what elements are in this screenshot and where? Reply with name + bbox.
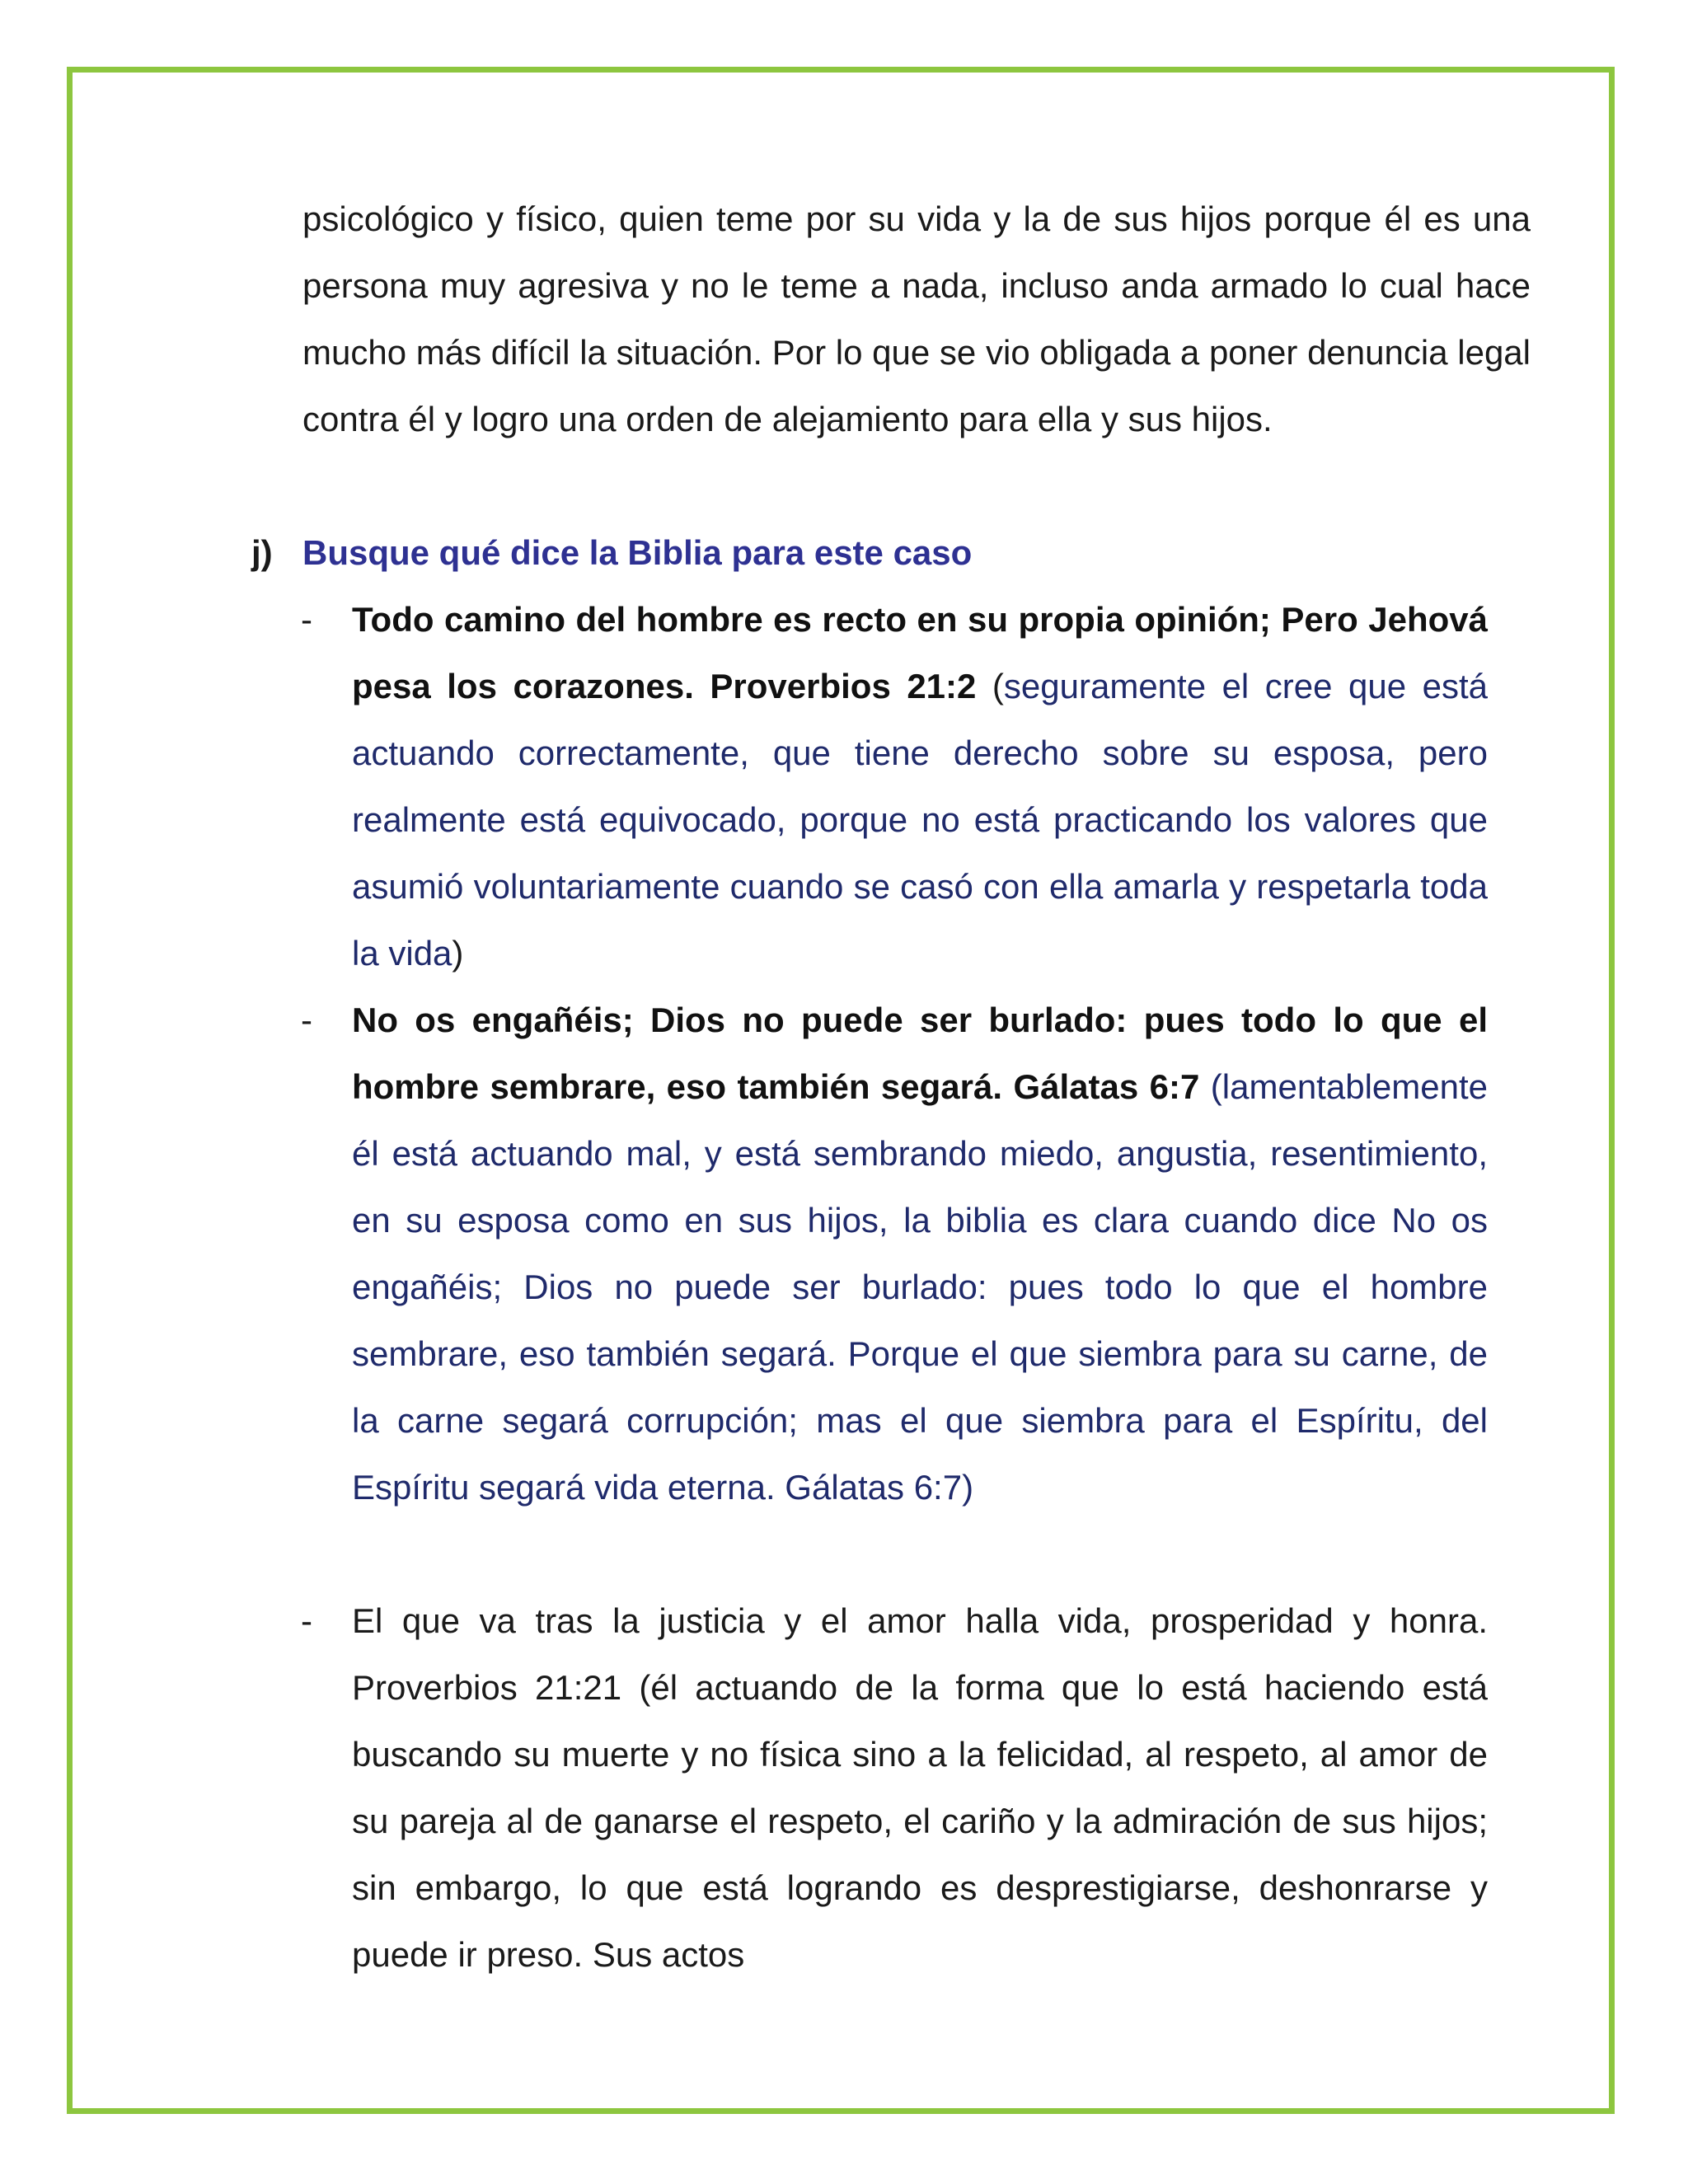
- bible-verse: No os engañéis; Dios no puede ser burlado: pues todo lo que el hombre sembrare, eso también segará. Gálatas 6:7: [352, 1001, 1488, 1106]
- section-marker: j): [251, 533, 273, 572]
- list-dash: -: [301, 600, 312, 639]
- paren-close: ): [452, 934, 464, 972]
- paren-open: (: [976, 667, 1004, 705]
- list-item-text: [352, 987, 1488, 1521]
- intro-paragraph: psicológico y físico, quien teme por su vida y la de sus hijos porque él es una persona muy agresiva y no le teme a nada, incluso anda armado lo cual hace mucho más difícil la situación. Por lo que se vio obligada a poner denuncia legal contra él y logro una orden de alejamiento para ella y sus hijos.: [302, 199, 1531, 438]
- bible-verse: Todo camino del hombre es recto en su propia opinión; Pero Jehová pesa los corazones. Proverbios 21:2: [352, 600, 1488, 705]
- list-item: [301, 586, 1488, 987]
- verse-commentary: (lamentablemente él está actuando mal, y está sembrando miedo, angustia, resentimiento, en su esposa como en sus hijos, la biblia es clara cuando dice No os engañéis; Dios no puede ser burlado: pues todo lo que el hombre sembrare, eso también segará. Porque el que siembra para su carne, de la carne segará corrupción; mas el que siembra para el Espíritu, del Espíritu segará vida eterna. Gálatas 6:7): [352, 1067, 1488, 1507]
- list-item-text: [352, 586, 1488, 987]
- list-item-text: El que va tras la justicia y el amor halla vida, prosperidad y honra. Proverbios 21:21 (él actuando de la forma que lo está haciendo está buscando su muerte y no física sino a la felicidad, al respeto, al amor de su pareja al de ganarse el respeto, el cariño y la admiración de sus hijos; sin embargo, lo que está logrando es desprestigiarse, deshonrarse y puede ir preso. Sus actos: [352, 1601, 1488, 1974]
- list-dash: -: [301, 1601, 312, 1640]
- list-dash: -: [301, 1001, 312, 1039]
- section-heading: [251, 519, 1537, 586]
- verse-commentary: seguramente el cree que está actuando correctamente, que tiene derecho sobre su esposa, pero realmente está equivocado, porque no está practicando los valores que asumió voluntariamente cuando se casó con ella amarla y respetarla toda la vida: [352, 667, 1488, 972]
- list-item: [301, 987, 1488, 1521]
- section-title: Busque qué dice la Biblia para este caso: [302, 533, 973, 572]
- list-item: [301, 1587, 1488, 1988]
